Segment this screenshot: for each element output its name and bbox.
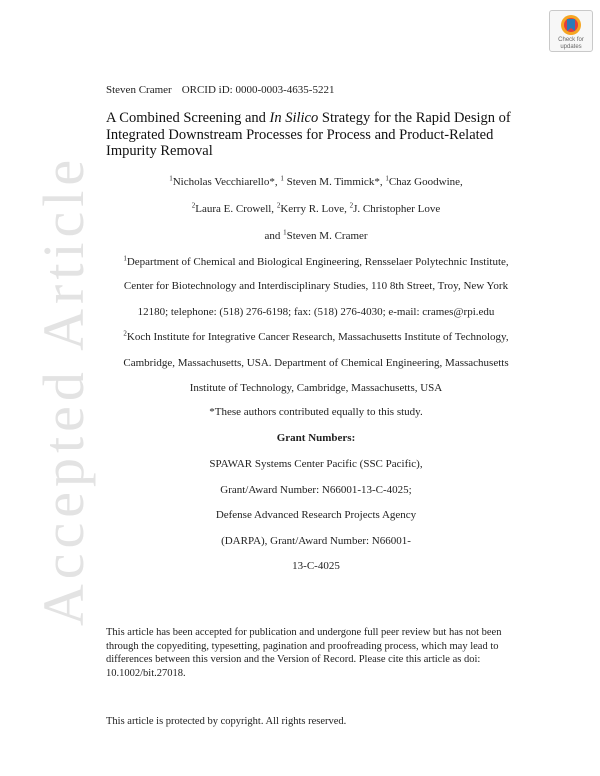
grant-line-2: Grant/Award Number: N66001-13-C-4025; — [220, 484, 412, 496]
affiliation-2-line-2: Cambridge, Massachusetts, USA. Department of Chemical Engineering, Massachusetts — [123, 357, 509, 369]
grant-line-4: (DARPA), Grant/Award Number: N66001- — [221, 535, 411, 547]
author-name: Steven M. Timmick*, — [283, 176, 386, 188]
author-name: Steven M. Cramer — [286, 230, 368, 242]
affiliation-marker: 1 — [283, 228, 287, 237]
accepted-article-watermark — [14, 110, 114, 670]
affiliation-2-line-3: Institute of Technology, Cambridge, Massachusetts, USA — [189, 382, 443, 394]
author-name: J. Christopher Love — [353, 203, 441, 215]
equal-contribution-note: *These authors contributed equally to this study. — [209, 406, 423, 418]
corresponding-author: Steven Cramer — [106, 84, 172, 96]
badge-label-1: Check for — [558, 37, 584, 43]
affiliation-marker: 2 — [191, 201, 196, 210]
grant-line-5: 13-C-4025 — [292, 560, 340, 572]
affiliation-2-line-1 — [106, 331, 526, 343]
title-part-1: A Combined Screening and — [106, 110, 270, 126]
title-italic: In Silico — [269, 110, 319, 126]
affiliation-1-line-1 — [106, 256, 526, 268]
affiliation-text: Koch Institute for Integrative Cancer Research, Massachusetts Institute of Technology, — [126, 331, 509, 343]
affiliation-marker: 2 — [123, 329, 127, 338]
grant-heading: Grant Numbers: — [276, 432, 356, 444]
grant-line-3: Defense Advanced Research Projects Agency — [215, 509, 417, 521]
author-line-3 — [106, 230, 526, 242]
title-part-2: Strategy for the Rapid Design of Integrated Downstream Processes for Process and Product-Related Impurity Removal — [106, 110, 511, 159]
author-orcid-line — [106, 84, 334, 96]
affiliation-text: Department of Chemical and Biological Engineering, Rensselaer Polytechnic Institute, — [126, 256, 509, 268]
check-for-updates-icon — [560, 14, 582, 36]
author-name: Nicholas Vecchiarello*, — [172, 176, 281, 188]
grant-line-1: SPAWAR Systems Center Pacific (SSC Pacific), — [209, 458, 423, 470]
affiliation-marker: 1 — [169, 174, 173, 183]
affiliation-marker: 2 — [276, 201, 281, 210]
watermark-text: Accepted Article — [31, 154, 97, 626]
acceptance-notice: This article has been accepted for publication and undergone full peer review but has not been through the copyediting, typesetting, pagination and proofreading process, which may lead to differences between this version and the Version of Record. Please cite this article as doi: 10.1002/bit.27018. — [106, 627, 502, 679]
affiliation-1-line-2: Center for Biotechnology and Interdisciplinary Studies, 110 8th Street, Troy, New York — [123, 280, 509, 292]
author-name: Laura E. Crowell, — [195, 203, 277, 215]
copyright-notice: This article is protected by copyright. All rights reserved. — [106, 716, 347, 727]
author-connector: and — [264, 230, 284, 242]
author-line-1 — [106, 176, 526, 188]
author-name: Kerry R. Love, — [280, 203, 350, 215]
affiliation-marker: 2 — [349, 201, 354, 210]
badge-label-2: updates — [560, 44, 582, 50]
orcid-id[interactable]: ORCID iD: 0000-0003-4635-5221 — [181, 84, 335, 96]
affiliation-marker: 1 — [123, 254, 127, 263]
article-title — [106, 110, 546, 160]
affiliation-1-line-3: 12180; telephone: (518) 276-6198; fax: (518) 276-4030; e-mail: crames@rpi.edu — [137, 306, 495, 318]
affiliation-marker: 1 — [385, 174, 389, 183]
author-line-2 — [106, 203, 526, 215]
affiliation-marker: 1 — [280, 174, 284, 183]
check-for-updates-badge[interactable] — [549, 10, 593, 52]
author-name: Chaz Goodwine, — [388, 176, 463, 188]
